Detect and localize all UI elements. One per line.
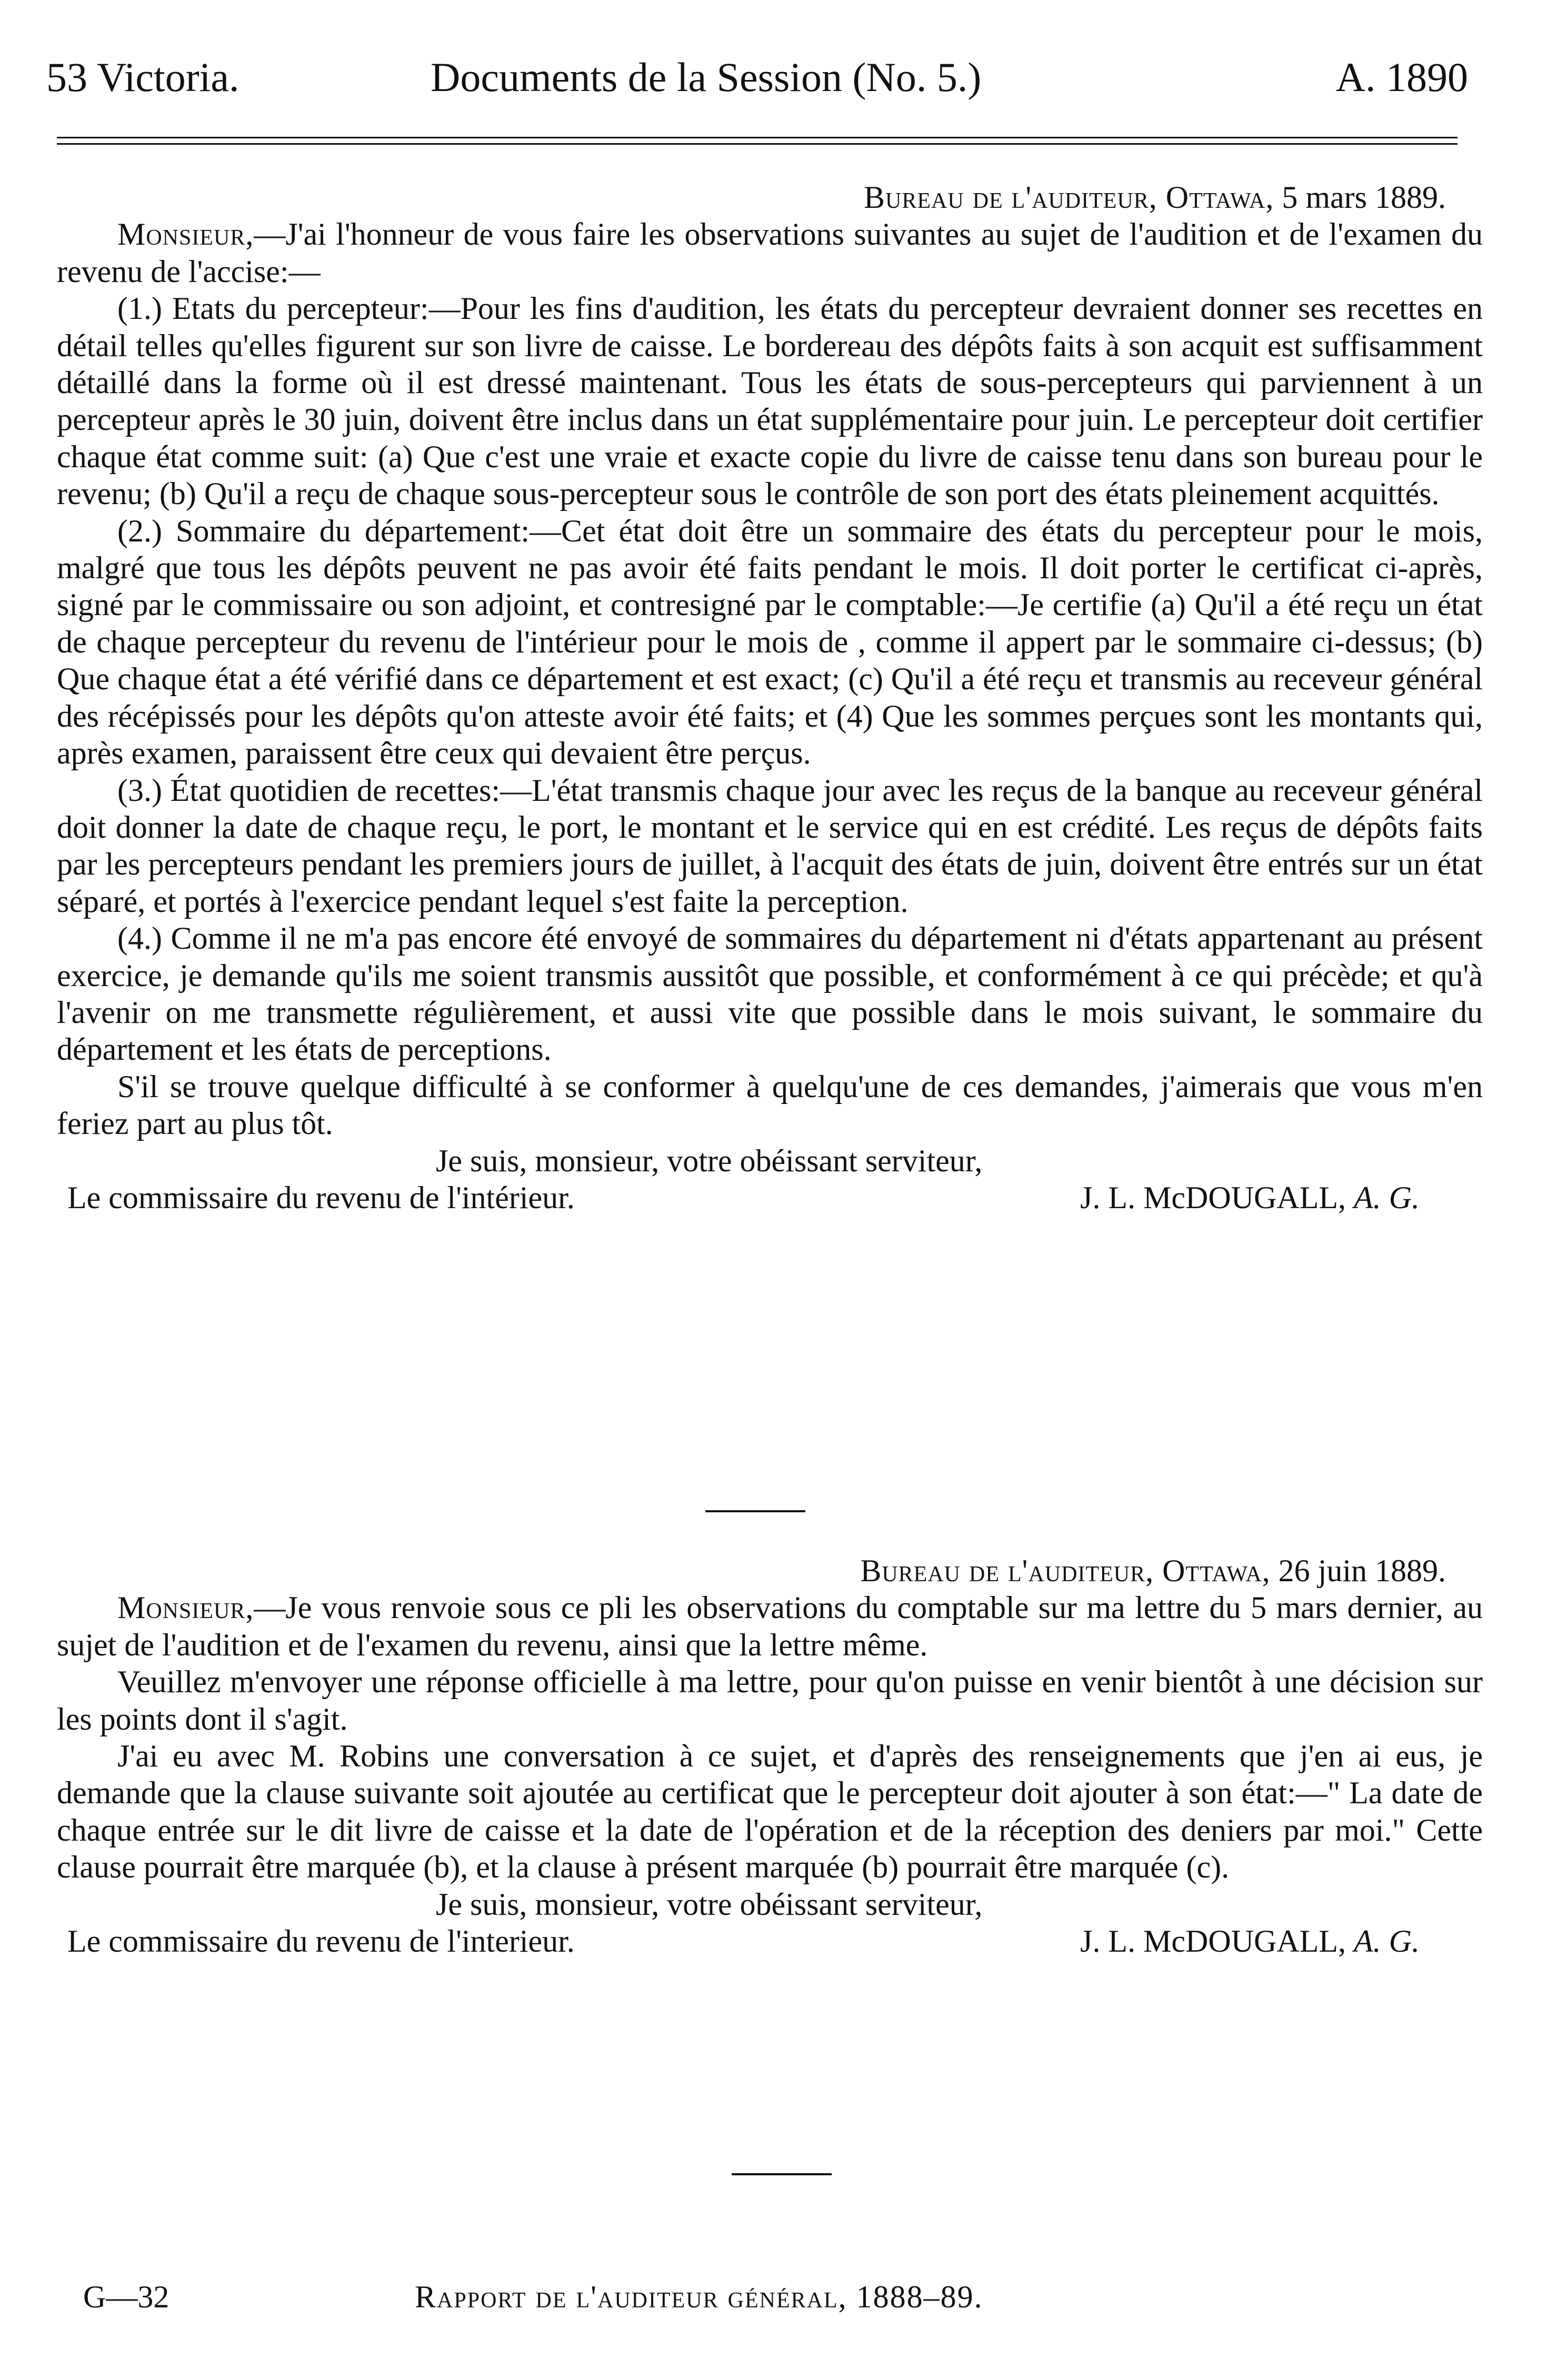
letter-paragraph: (3.) État quotidien de recettes:—L'état transmis chaque jour avec les reçus de la banque au receveur général doit donner la date de chaque reçu, le port, le montant et le service qui en est crédité. Les reçus de dépôts faits par les percepteurs pendant les premiers jours de juillet, à l'acquit des états de juin, doivent être entrés sur un état séparé, et portés à l'exercice pendant lequel s'est faite la perception. [57,772,1483,919]
salutation: Monsieur, [117,217,254,252]
salutation: Monsieur, [117,1590,254,1625]
letter-paragraph: (2.) Sommaire du département:—Cet état doit être un sommaire des états du percepteur pour le mois, malgré que tous les dépôts peuvent ne pas avoir été faits pendant le mois. Il doit porter le certificat ci-après, signé par le commissaire ou son adjoint, et contresigné par le comptable:—Je certifie (a) Qu'il a été reçu un état de chaque percepteur du revenu de l'intérieur pour le mois de , comme il appert par le sommaire ci-dessus; (b) Que chaque état a été vérifié dans ce département et est exact; (c) Qu'il a été reçu et transmis au receveur général des récépissés pour les dépôts qu'on atteste avoir été faits; et (4) Que les sommes perçues sont les montants qui, après examen, paraissent être ceux qui devaient être perçus. [57,513,1483,771]
letter-paragraph: S'il se trouve quelque difficulté à se conformer à quelqu'une de ces demandes, j'aimerais que vous m'en feriez part au plus tôt. [57,1069,1483,1141]
signature-title: A. G. [1354,1180,1420,1215]
letter-dateline [57,1552,1483,1589]
signature [1080,1923,1420,1960]
letter-paragraph [57,1589,1483,1663]
letter-dateline [57,179,1483,216]
closing-line: Je suis, monsieur, votre obéissant serviteur, [436,1886,983,1922]
letter-paragraph: (1.) Etats du percepteur:—Pour les fins d'audition, les états du percepteur devraient donner ses recettes en détail telles qu'elles figurent sur son livre de caisse. Le bordereau des dépôts faits à son acquit est suffisamment détaillé dans la forme où il est dressé maintenant. Tous les états de sous-percepteurs qui parviennent à un percepteur après le 30 juin, doivent être inclus dans un état supplémentaire pour juin. Le percepteur doit certifier chaque état comme suit: (a) Que c'est une vraie et exacte copie du livre de caisse tenu dans son bureau pour le revenu; (b) Qu'il a reçu de chaque sous-percepteur sous le contrôle de son port des états pleinement acquittés. [57,291,1483,511]
running-footer [57,2273,1483,2321]
dateline-date: 26 juin 1889. [1278,1553,1446,1588]
letter-march [57,179,1483,1216]
header-title: Documents de la Session (No. 5.) [431,54,982,100]
paragraph-text: —J'ai l'honneur de vous faire les observations suivantes au sujet de l'audition et de l'examen du revenu de l'accise:— [57,217,1483,289]
report-title: Rapport de l'auditeur général, 1888–89. [415,2279,983,2314]
dateline-office: Bureau de l'auditeur, Ottawa, [860,1553,1271,1588]
signature-name: J. L. McDOUGALL, [1080,1924,1346,1959]
signature [1080,1179,1420,1216]
addressee: Le commissaire du revenu de l'intérieur. [67,1180,575,1215]
letter-june [57,1552,1483,1960]
section-divider [732,2173,832,2175]
dateline-date: 5 mars 1889. [1282,180,1446,215]
closing-line: Je suis, monsieur, votre obéissant serviteur, [436,1143,983,1178]
letter-paragraph: J'ai eu avec M. Robins une conversation à ce sujet, et d'après des renseignements que j'en ai eus, je demande que la clause suivante soit ajoutée au certificat que le percepteur doit ajouter à son état:—" La date de chaque entrée sur le dit livre de caisse et la date de l'opération et de la réception des deniers par moi." Cette clause pourrait être marquée (b), et la clause à présent marquée (b) pourrait être marquée (c). [57,1739,1483,1885]
header-double-rule [57,137,1458,145]
paragraph-text: —Je vous renvoie sous ce pli les observations du comptable sur ma lettre du 5 mars dernier, au sujet de l'audition et de l'examen du revenu, ainsi que la lettre même. [57,1590,1483,1662]
letter-paragraph: (4.) Comme il ne m'a pas encore été envoyé de sommaires du département ni d'états appartenant au présent exercice, je demande qu'ils me soient transmis aussitôt que possible, et conformément à ce qui précède; et qu'à l'avenir on me transmette régulièrement, et aussi vite que possible dans le mois suivant, le sommaire du département et les états de perceptions. [57,921,1483,1067]
header-volume: 53 Victoria. [46,54,239,100]
dateline-office: Bureau de l'auditeur, Ottawa, [864,180,1274,215]
signature-row [57,1179,1483,1216]
signature-name: J. L. McDOUGALL, [1080,1180,1346,1215]
letter-paragraph: Veuillez m'envoyer une réponse officielle à ma lettre, pour qu'on puisse en venir bientôt à une décision sur les points dont il s'agit. [57,1664,1483,1736]
letter-paragraph [57,216,1483,290]
addressee: Le commissaire du revenu de l'interieur. [67,1924,575,1959]
header-year: A. 1890 [1335,54,1468,100]
running-header [46,48,1468,106]
page-number: G—32 [83,2279,169,2314]
signature-row [57,1923,1483,1960]
signature-title: A. G. [1354,1924,1420,1959]
section-divider [705,1510,805,1512]
